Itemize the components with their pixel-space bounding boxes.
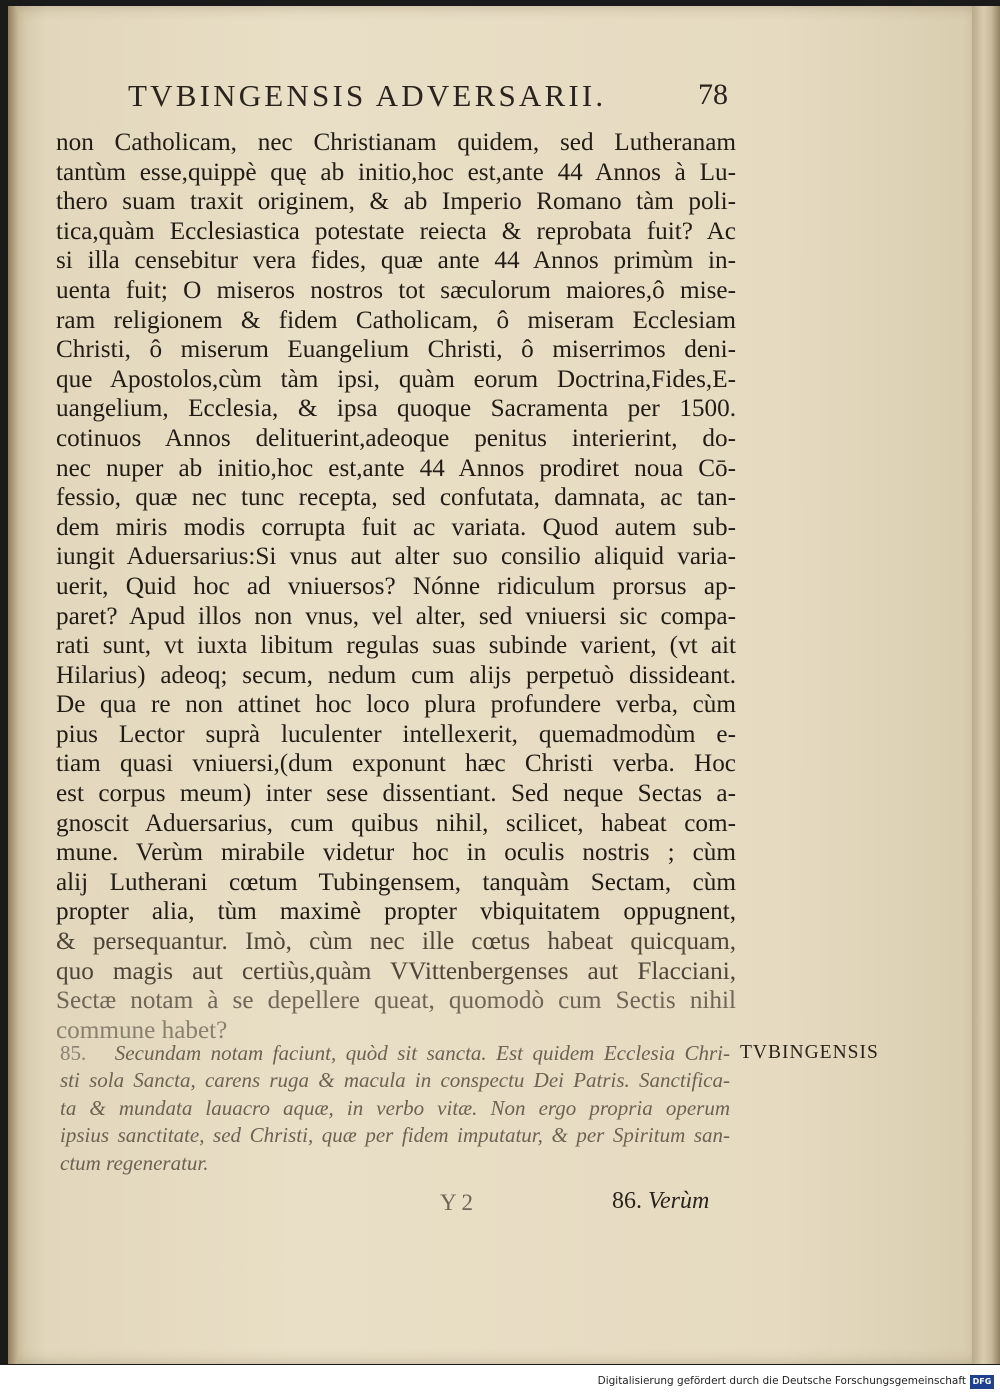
note-line: ipsius sanctitate, sed Christi, quæ per fidem imputatur, & per Spiritum san- (60, 1123, 730, 1148)
text-line: iungit Aduersarius:Si vnus aut alter suo consilio aliquid varia- (56, 543, 736, 571)
page-edge (972, 6, 1000, 1364)
text-line: paret? Apud illos non vnus, vel alter, sed vniuersi sic compa- (56, 602, 736, 630)
note-line (60, 1040, 730, 1067)
text-line: uerit, Quid hoc ad vniuersos? Nónne ridiculum prorsus ap- (56, 572, 736, 600)
text-line: pius Lector suprà luculenter intellexerit, quemadmodùm e- (56, 720, 736, 748)
text-line: nec nuper ab initio,hoc est,ante 44 Annos prodiret noua Cō- (56, 454, 736, 482)
text-line: De qua re non attinet hoc loco plura profundere verba, cùm (56, 691, 736, 719)
text-line: tantùm esse,quippè quę ab initio,hoc est,ante 44 Annos à Lu- (56, 158, 736, 186)
text-line: Hilarius) adeoq; secum, nedum cum alijs perpetuò dissideant. (56, 661, 736, 689)
side-catchword: TVBINGENSIS (740, 1042, 879, 1063)
dfg-logo-icon: DFG (970, 1375, 994, 1389)
page-number: 78 (698, 78, 728, 111)
text-line: Sectæ notam à se depellere queat, quomodò cum Sectis nihil (56, 987, 736, 1015)
text-line: dem miris modis corrupta fuit ac variata. Quod autem sub- (56, 513, 736, 541)
text-line: cotinuos Annos delituerint,adeoque penitus interierint, do- (56, 424, 736, 452)
note-line: sti sola Sancta, carens ruga & macula in conspectu Dei Patris. Sanctifica- (60, 1068, 730, 1093)
text-line: mune. Verùm mirabile videtur hoc in oculis nostris ; cùm (56, 839, 736, 867)
text-line: uangelium, Ecclesia, & ipsa quoque Sacramenta per 1500. (56, 395, 736, 423)
page-binding (8, 6, 18, 1364)
text-line: non Catholicam, nec Christianam quidem, sed Lutheranam (56, 129, 736, 156)
text-line: gnoscit Aduersarius, cum quibus nihil, scilicet, habeat com- (56, 809, 736, 837)
main-text (56, 128, 736, 1045)
running-head: TVBINGENSIS ADVERSARII. (128, 78, 607, 113)
text-line: propter alia, tùm maximè propter vbiquitatem oppugnent, (56, 898, 736, 926)
note-number: 85. (60, 1041, 87, 1065)
note-line-text: Secundam notam faciunt, quòd sit sancta. Est quidem Ecclesia Chri- (114, 1041, 730, 1065)
text-line: est corpus meum) inter sese dissentiant. Sed neque Sectas a- (56, 780, 736, 808)
text-line: alij Lutherani cœtum Tubingensem, tanquàm Sectam, cùm (56, 868, 736, 896)
text-line: fessio, quæ nec tunc recepta, sed confutata, damnata, ac tan- (56, 484, 736, 512)
page-header (128, 78, 728, 122)
signature-mark: Y 2 (440, 1190, 474, 1215)
text-line: quo magis aut certiùs,quàm VVittenbergenses aut Flacciani, (56, 957, 736, 985)
footer-bar (0, 1365, 1000, 1395)
text-line: uenta fuit; O miseros nostros tot sæculorum maiores,ô mise- (56, 276, 736, 304)
text-line: rati sunt, vt iuxta libitum regulas suas subinde varient, (vt ait (56, 632, 736, 660)
catchword-number: 86. (612, 1188, 642, 1214)
text-line: ram religionem & fidem Catholicam, ô miseram Ecclesiam (56, 306, 736, 334)
footer-credit: Digitalisierung gefördert durch die Deutsche Forschungsgemeinschaft (597, 1375, 966, 1387)
note-line: ctum regeneratur. (60, 1150, 209, 1175)
text-line: tiam quasi vniuersi,(dum exponunt hæc Christi verba. Hoc (56, 750, 736, 778)
text-line: thero suam traxit originem, & ab Imperio Romano tàm poli- (56, 188, 736, 216)
text-line: & persequantur. Imò, cùm nec ille cœtus habeat quicquam, (56, 928, 736, 956)
catchword-word: Verùm (648, 1188, 710, 1214)
text-line: que Apostolos,cùm tàm ipsi, quàm eorum Doctrina,Fides,E- (56, 365, 736, 393)
text-line: si illa censebitur vera fides, quæ ante 44 Annos primùm in- (56, 247, 736, 275)
note-line: ta & mundata lauacro aquæ, in verbo vitæ. Non ergo propria operum (60, 1095, 730, 1120)
marginal-note (60, 1040, 730, 1177)
text-line: commune habet? (56, 1016, 228, 1044)
text-line: Christi, ô miserum Euangelium Christi, ô miserrimos deni- (56, 336, 736, 364)
catchword (612, 1188, 709, 1215)
text-line: tica,quàm Ecclesiastica potestate reiecta & reprobata fuit? Ac (56, 217, 736, 245)
